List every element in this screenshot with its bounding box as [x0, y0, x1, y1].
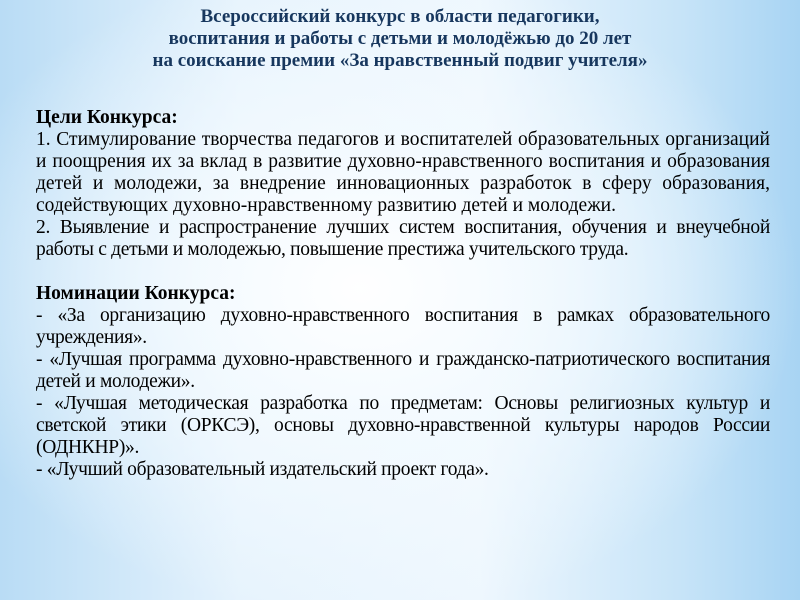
- title-line: воспитания и работы с детьми и молодёжью до 20 лет: [168, 28, 632, 49]
- slide-content: [36, 107, 770, 481]
- goal-item: 2. Выявление и распространение лучших систем воспитания, обучения и внеучебной работы с детьми и молодежью, повышение престижа учительского труда.: [36, 217, 770, 260]
- goal-item: 1. Стимулирование творчества педагогов и воспитателей образовательных организаций и поощрения их за вклад в развитие духовно-нравственного воспитания и образования детей и молодежи, за внедрение инновационных разработок в сферу образования, содействующих духовно-нравственному развитию детей и молодежи.: [36, 129, 770, 216]
- nomination-item: - «Лучший образовательный издательский проект года».: [36, 459, 489, 480]
- goals-heading: Цели Конкурса:: [36, 107, 178, 128]
- slide-title: [0, 6, 800, 72]
- nomination-item: - «Лучшая методическая разработка по предметам: Основы религиозных культур и светской этики (ОРКСЭ), основы духовно-нравственной культуры народов России (ОДНКНР)».: [36, 393, 770, 458]
- title-line: на соискание премии «За нравственный подвиг учителя»: [152, 50, 648, 71]
- nomination-item: - «Лучшая программа духовно-нравственного и гражданско-патриотического воспитания детей и молодежи».: [36, 349, 770, 392]
- title-line: Всероссийский конкурс в области педагогики,: [200, 6, 600, 27]
- spacer: [36, 261, 770, 283]
- nominations-heading: Номинации Конкурса:: [36, 283, 236, 304]
- nomination-item: - «За организацию духовно-нравственного воспитания в рамках образовательного учреждения».: [36, 305, 770, 348]
